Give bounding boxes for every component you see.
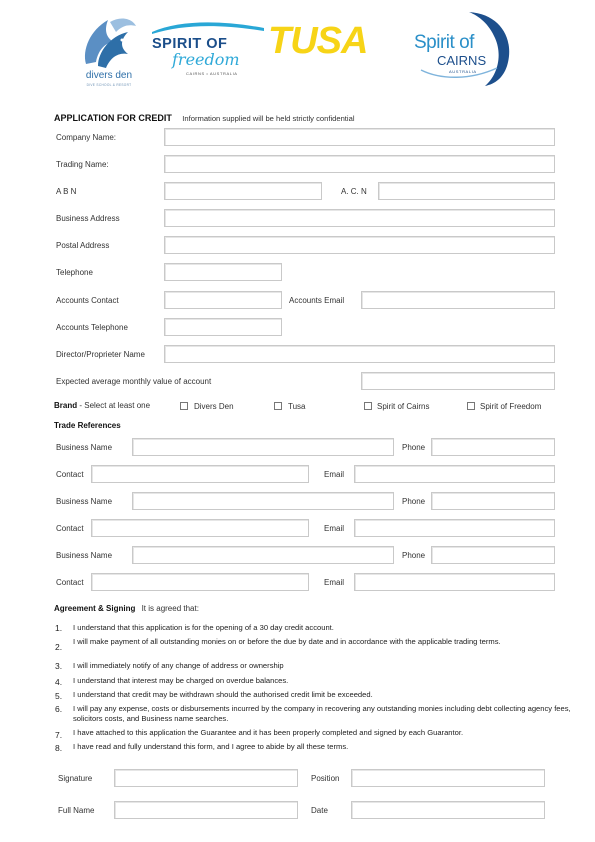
dolphin-icon [76,12,142,72]
brand-option-tusa: Tusa [288,402,306,411]
wave-icon [150,22,266,36]
divers-den-name: divers den [85,70,133,81]
agreement-item-8: I have read and fully understand this form, and I agree to abide by all these terms. [73,742,349,751]
freedom-line1: SPIRIT OF [152,36,228,52]
agreement-num-3: 3. [55,661,63,671]
agreement-heading: Agreement & Signing [54,604,136,613]
brand-checkbox-divers-den[interactable] [180,402,188,410]
telephone-field[interactable] [164,263,282,281]
agreement-num-4: 4. [55,677,63,687]
telephone-label: Telephone [56,268,93,277]
full-name-label: Full Name [58,806,95,815]
position-field[interactable] [351,769,545,787]
accounts-email-field[interactable] [361,291,555,309]
ref1-contact-label: Contact [56,470,84,479]
agreement-heading-row [54,604,199,613]
agreement-intro: It is agreed that: [141,604,199,613]
agreement-item-7: I have attached to this application the Guarantee and it has been properly completed and signed by each Guarantor. [73,728,464,737]
ref1-business-name-field[interactable] [132,438,394,456]
ref2-email-label: Email [324,524,345,533]
agreement-num-5: 5. [55,691,63,701]
agreement-item-2: I will make payment of all outstanding monies on or before the due by date and in accordance with the applicable trading terms. [73,637,501,646]
ref3-contact-field[interactable] [91,573,309,591]
freedom-line3: CAIRNS • AUSTRALIA [186,71,238,76]
brand-label-bold: Brand [54,401,78,410]
ref3-business-name-label: Business Name [56,551,113,560]
ref1-contact-field[interactable] [91,465,309,483]
cairns-line1: Spirit of [414,32,474,53]
divers-den-tagline: DIVE SCHOOL & RESORT [86,83,132,87]
accounts-contact-label: Accounts Contact [56,296,119,305]
signature-label: Signature [58,774,93,783]
divers-den-logo [76,12,142,88]
brand-option-spirit-of-freedom: Spirit of Freedom [480,402,542,411]
abn-label: A B N [56,187,77,196]
director-name-field[interactable] [164,345,555,363]
form-subtitle: Information supplied will be held strictly confidential [182,114,355,123]
postal-address-field[interactable] [164,236,555,254]
agreement-item-1: I understand that this application is for the opening of a 30 day credit account. [73,623,334,632]
agreement-num-2: 2. [55,642,63,652]
monthly-value-label: Expected average monthly value of account [56,377,212,386]
ref1-email-label: Email [324,470,345,479]
form-title-row [54,108,355,126]
agreement-num-8: 8. [55,743,63,753]
business-address-label: Business Address [56,214,120,223]
brand-option-divers-den: Divers Den [194,402,234,411]
accounts-telephone-field[interactable] [164,318,282,336]
accounts-email-label: Accounts Email [289,296,345,305]
ref3-email-label: Email [324,578,345,587]
ref1-email-field[interactable] [354,465,555,483]
brand-label-rest: - Select at least one [77,401,151,410]
ref3-phone-field[interactable] [431,546,555,564]
ref2-phone-label: Phone [402,497,426,506]
tusa-logo: TUSA [268,20,368,62]
spirit-of-cairns-logo [411,10,515,86]
company-name-label: Company Name: [56,133,117,142]
ref3-email-field[interactable] [354,573,555,591]
date-label: Date [311,806,328,815]
brand-checkbox-spirit-of-cairns[interactable] [364,402,372,410]
ref3-phone-label: Phone [402,551,426,560]
accounts-contact-field[interactable] [164,291,282,309]
ref2-contact-field[interactable] [91,519,309,537]
agreement-item-3: I will immediately notify of any change of address or ownership [73,661,284,670]
date-field[interactable] [351,801,545,819]
full-name-field[interactable] [114,801,298,819]
ref3-business-name-field[interactable] [132,546,394,564]
brand-checkbox-spirit-of-freedom[interactable] [467,402,475,410]
director-name-label: Director/Proprieter Name [56,350,145,359]
acn-label: A. C. N [341,187,367,196]
agreement-item-5: I understand that credit may be withdrawn should the authorised credit limit be exceeded. [73,690,373,699]
acn-field[interactable] [378,182,555,200]
ref1-phone-field[interactable] [431,438,555,456]
agreement-item-6: I will pay any expense, costs or disbursements incurred by the company in recovering any outstanding monies including debt collecting agency fees, solicitors costs, and Business name searches. [73,704,571,723]
ref3-contact-label: Contact [56,578,84,587]
business-address-field[interactable] [164,209,555,227]
ref2-business-name-label: Business Name [56,497,113,506]
agreement-item-4: I understand that interest may be charged on overdue balances. [73,676,289,685]
agreement-num-6: 6. [55,704,63,714]
ref1-phone-label: Phone [402,443,426,452]
agreement-num-1: 1. [55,623,63,633]
accounts-telephone-label: Accounts Telephone [56,323,128,332]
brand-checkbox-tusa[interactable] [274,402,282,410]
trading-name-field[interactable] [164,155,555,173]
spirit-of-freedom-logo [150,22,266,82]
ref1-business-name-label: Business Name [56,443,113,452]
agreement-num-7: 7. [55,730,63,740]
trading-name-label: Trading Name: [56,160,109,169]
company-name-field[interactable] [164,128,555,146]
cairns-line3: AUSTRALIA [449,69,477,74]
brand-label [54,401,150,410]
postal-address-label: Postal Address [56,241,110,250]
signature-field[interactable] [114,769,298,787]
form-title: APPLICATION FOR CREDIT [54,113,172,123]
abn-field[interactable] [164,182,322,200]
monthly-value-field[interactable] [361,372,555,390]
ref2-contact-label: Contact [56,524,84,533]
ref2-phone-field[interactable] [431,492,555,510]
freedom-line2: freedom [172,50,240,69]
ref2-email-field[interactable] [354,519,555,537]
ref2-business-name-field[interactable] [132,492,394,510]
cairns-line2: CAIRNS [437,53,487,68]
position-label: Position [311,774,340,783]
trade-references-heading: Trade References [54,421,121,430]
brand-option-spirit-of-cairns: Spirit of Cairns [377,402,430,411]
